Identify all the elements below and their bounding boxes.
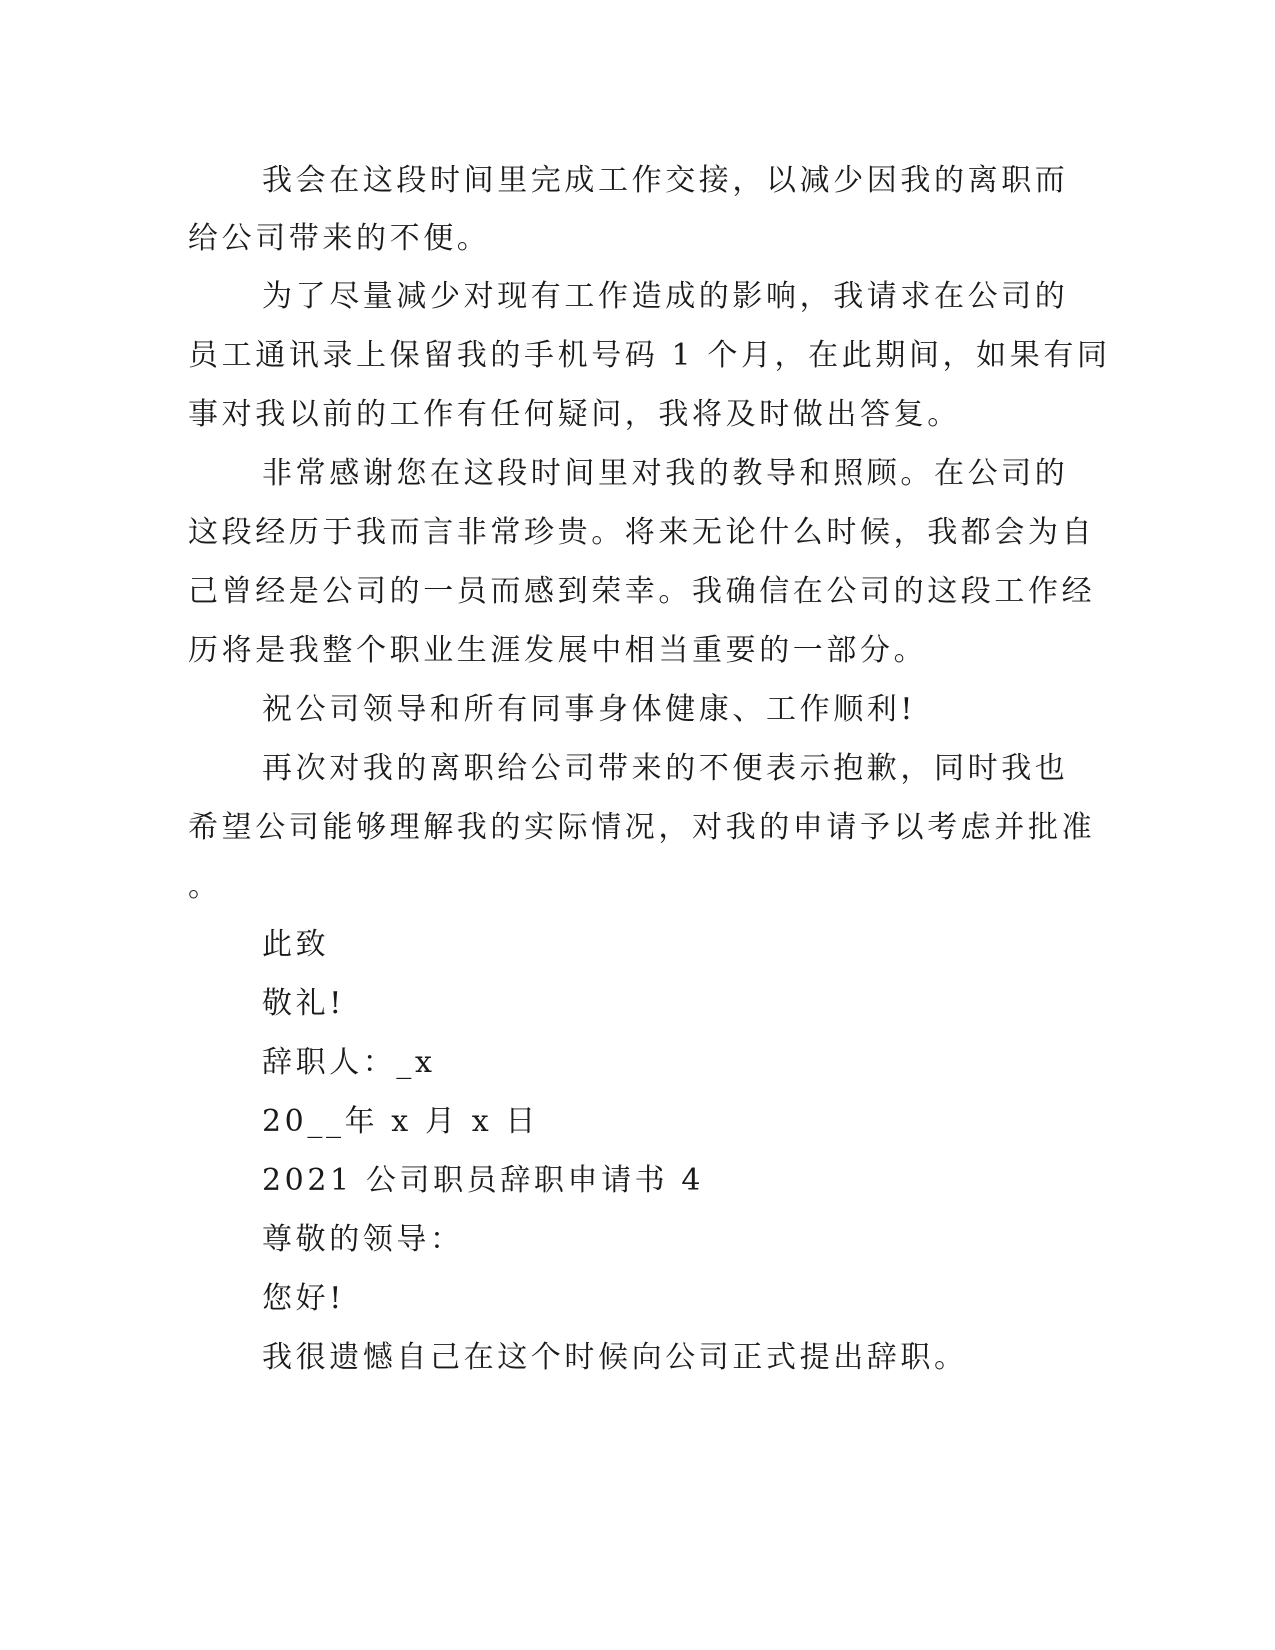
paragraph-line: 这段经历于我而言非常珍贵。将来无论什么时候，我都会为自 [188,515,1096,550]
paragraph-line: 我很遗憾自己在这个时候向公司正式提出辞职。 [262,1340,968,1375]
date-line: 20__年 x 月 x 日 [262,1104,539,1139]
paragraph-line: 祝公司领导和所有同事身体健康、工作顺利! [262,692,917,727]
paragraph-line: 非常感谢您在这段时间里对我的教导和照顾。在公司的 [262,456,1069,491]
greeting-line: 尊敬的领导： [262,1222,464,1257]
paragraph-line: 再次对我的离职给公司带来的不便表示抱歉，同时我也 [262,751,1069,786]
closing-regards: 敬礼! [262,986,345,1021]
paragraph-line: 希望公司能够理解我的实际情况，对我的申请予以考虑并批准 [188,810,1096,845]
paragraph-line: 历将是我整个职业生涯发展中相当重要的一部分。 [188,633,928,668]
paragraph-line: 给公司带来的不便。 [188,221,491,256]
signature-line: 辞职人：_x [262,1045,436,1080]
paragraph-line: 我会在这段时间里完成工作交接，以减少因我的离职而 [262,163,1069,198]
paragraph-line: 己曾经是公司的一员而感到荣幸。我确信在公司的这段工作经 [188,574,1096,609]
paragraph-line: 。 [188,869,222,904]
paragraph-line: 事对我以前的工作有任何疑问，我将及时做出答复。 [188,397,961,432]
section-heading: 2021 公司职员辞职申请书 4 [262,1163,705,1198]
greeting-line: 您好! [262,1281,345,1316]
closing-salutation: 此致 [262,927,330,962]
paragraph-line: 为了尽量减少对现有工作造成的影响，我请求在公司的 [262,279,1069,314]
paragraph-line: 员工通讯录上保留我的手机号码 1 个月，在此期间，如果有同 [188,338,1111,373]
